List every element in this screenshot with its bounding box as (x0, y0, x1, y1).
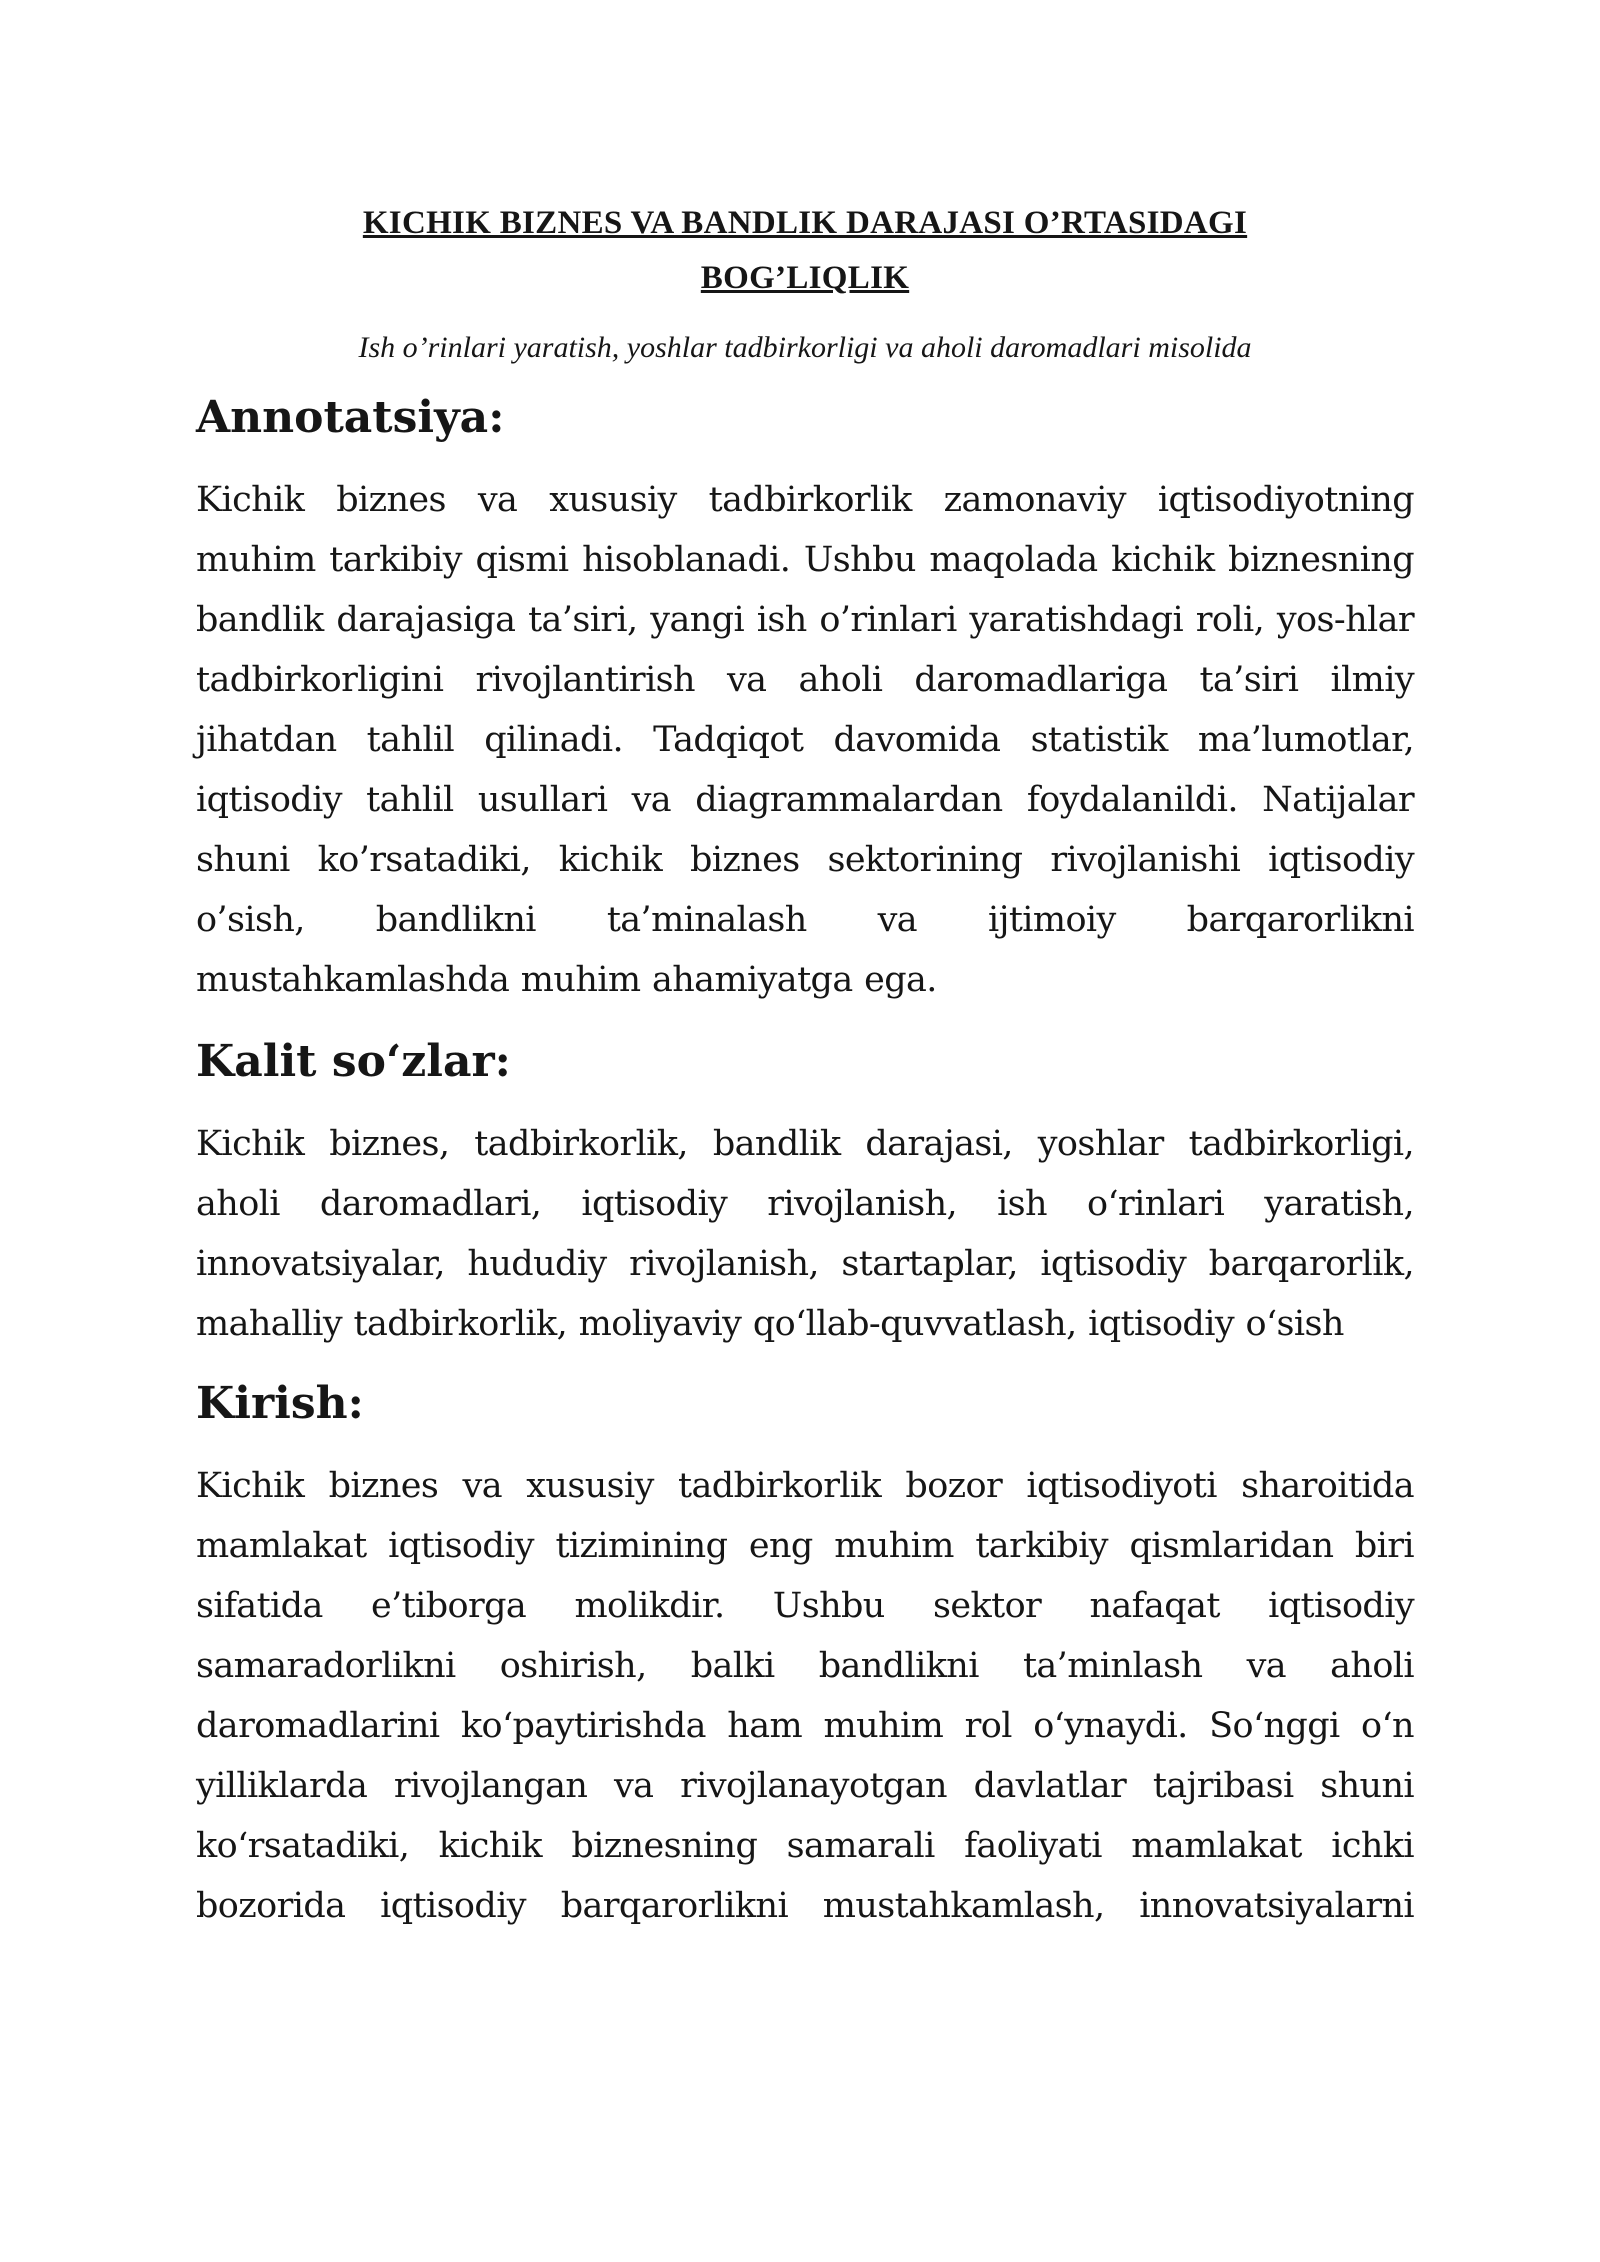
annotation-heading: Annotatsiya: (196, 392, 505, 443)
keywords-heading: Kalit so‘zlar: (196, 1036, 511, 1087)
introduction-heading: Kirish: (196, 1378, 364, 1429)
introduction-paragraph: Kichik biznes va xususiy tadbirkorlik bozor iqtisodiyoti sharoitida mamlakat iqtisodiy tizimining eng muhim tarkibiy qismlaridan biri sifatida e’tiborga molikdir. Ushbu sektor nafaqat iqtisodiy samaradorlikni oshirish, balki bandlikni ta’minlash va aholi daromadlarini ko‘paytirishda ham muhim rol o‘ynaydi. So‘nggi o‘n yilliklarda rivojlangan va rivojlanayotgan davlatlar tajribasi shuni ko‘rsatadiki, kichik biznesning samarali faoliyati mamlakat ichki bozorida iqtisodiy barqarorlikni mustahkamlash, innovatsiyalarni (196, 1466, 1414, 1926)
document-page (196, 196, 1414, 1936)
document-subtitle: Ish o’rinlari yaratish, yoshlar tadbirkorligi va aholi daromadlari misolida (358, 331, 1252, 364)
keywords-paragraph: Kichik biznes, tadbirkorlik, bandlik darajasi, yoshlar tadbirkorligi, aholi daromadlari, iqtisodiy rivojlanish, ish o‘rinlari yaratish, innovatsiyalar, hududiy rivojlanish, startaplar, iqtisodiy barqarorlik, mahalliy tadbirkorlik, moliyaviy qo‘llab-quvvatlash, iqtisodiy o‘sish (196, 1124, 1414, 1344)
title-line-2: BOG’LIQLIK (700, 260, 910, 296)
document-title (196, 196, 1414, 306)
annotation-paragraph: Kichik biznes va xususiy tadbirkorlik zamonaviy iqtisodiyotning muhim tarkibiy qismi hisoblanadi. Ushbu maqolada kichik biznesning bandlik darajasiga ta’siri, yangi ish o’rinlari yaratishdagi roli, yos-hlar tadbirkorligini rivojlantirish va aholi daromadlariga ta’siri ilmiy jihatdan tahlil qilinadi. Tadqiqot davomida statistik ma’lumotlar, iqtisodiy tahlil usullari va diagrammalardan foydalanildi. Natijalar shuni ko’rsatadiki, kichik biznes sektorining rivojlanishi iqtisodiy o’sish, bandlikni ta’minalash va ijtimoiy barqarorlikni mustahkamlashda muhim ahamiyatga ega. (196, 480, 1414, 1000)
title-line-1: KICHIK BIZNES VA BANDLIK DARAJASI O’RTASIDAGI (362, 205, 1248, 241)
